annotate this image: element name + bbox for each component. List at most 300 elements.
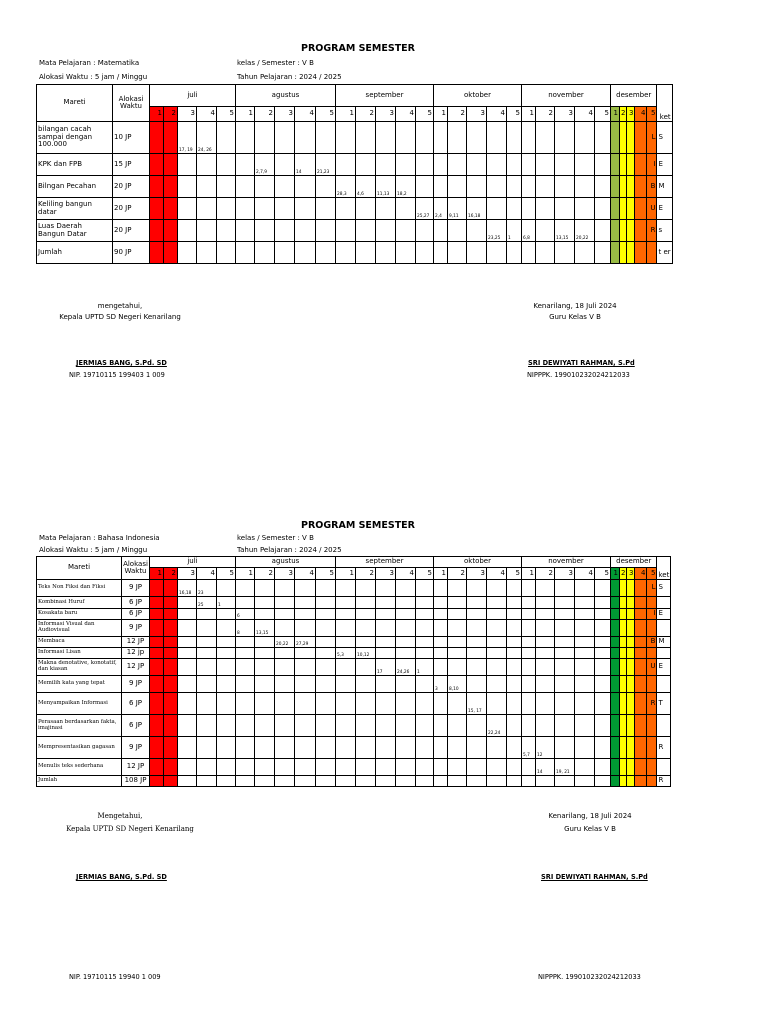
week-cell	[396, 220, 416, 242]
alokasi-cell: 90 JP	[113, 242, 150, 264]
schedule-date: 22,24	[487, 715, 507, 737]
week-cell	[275, 198, 295, 220]
materi-cell: Teks Non Fiksi dan Fiksi	[37, 580, 122, 597]
week-number: 4	[295, 107, 316, 122]
week-cell	[434, 580, 448, 597]
month-header: juli	[150, 557, 236, 568]
week-cell	[396, 676, 416, 693]
week-cell	[164, 220, 178, 242]
ket-cell: T	[657, 693, 671, 715]
week-cell	[536, 176, 555, 198]
week-number: 1	[236, 107, 255, 122]
week-cell	[522, 620, 536, 637]
week-cell	[448, 737, 467, 759]
week-cell	[316, 759, 336, 776]
week-cell	[595, 620, 611, 637]
week-cell	[316, 637, 336, 648]
week-cell	[275, 737, 295, 759]
schedule-date: 6,8	[522, 220, 536, 242]
week-cell	[275, 648, 295, 659]
week-cell	[316, 176, 336, 198]
week-cell	[555, 198, 575, 220]
doc2-nip-kepala: NIP. 19710115 19940 1 009	[69, 973, 161, 981]
ket-cell	[657, 759, 671, 776]
week-cell	[178, 637, 197, 648]
schedule-date: 28,3	[336, 176, 356, 198]
week-cell	[316, 737, 336, 759]
letter-cell	[647, 242, 657, 264]
schedule-date: 8,10	[448, 676, 467, 693]
alokasi-cell: 6 JP	[122, 715, 150, 737]
week-cell	[376, 637, 396, 648]
doc1-mapel: Mata Pelajaran : Matematika	[39, 59, 140, 67]
materi-cell: Menulis teks sederhana	[37, 759, 122, 776]
week-cell	[275, 715, 295, 737]
schedule-date: 1	[507, 220, 522, 242]
week-number: 2	[164, 568, 178, 580]
week-cell	[487, 122, 507, 154]
week-cell	[467, 648, 487, 659]
week-cell	[611, 659, 620, 676]
week-cell	[295, 122, 316, 154]
week-cell	[611, 242, 620, 264]
letter-cell	[647, 776, 657, 787]
week-cell	[522, 648, 536, 659]
ket-cell	[657, 620, 671, 637]
week-cell	[434, 737, 448, 759]
schedule-date: 1	[416, 659, 434, 676]
week-cell	[217, 220, 236, 242]
week-cell	[448, 648, 467, 659]
month-header: september	[336, 85, 434, 107]
letter-cell: I	[647, 154, 657, 176]
week-cell	[611, 693, 620, 715]
week-cell	[255, 759, 275, 776]
doc2-mengetahui: Mengetahui,	[97, 812, 143, 820]
materi-cell: Mempresentasikan gagasan	[37, 737, 122, 759]
week-cell	[356, 242, 376, 264]
week-cell	[396, 198, 416, 220]
week-cell	[635, 122, 647, 154]
table-row	[37, 620, 671, 637]
week-cell	[236, 637, 255, 648]
week-cell	[522, 122, 536, 154]
week-cell	[150, 759, 164, 776]
table-row	[37, 154, 673, 176]
week-cell	[416, 715, 434, 737]
schedule-date: 27,29	[295, 637, 316, 648]
week-cell	[150, 715, 164, 737]
week-number: 5	[595, 107, 611, 122]
ket-cell: M	[657, 637, 671, 648]
week-cell	[376, 198, 396, 220]
ket-cell: E	[657, 659, 671, 676]
week-cell	[217, 154, 236, 176]
week-cell	[507, 637, 522, 648]
doc1-nip-guru: NIPPPK. 199010232024212033	[527, 371, 630, 379]
week-cell	[236, 176, 255, 198]
week-cell	[255, 220, 275, 242]
week-number: 1	[336, 107, 356, 122]
ket-cell: R	[657, 776, 671, 787]
week-cell	[416, 776, 434, 787]
week-cell	[595, 737, 611, 759]
week-number: 3	[178, 107, 197, 122]
week-cell	[611, 620, 620, 637]
week-cell	[635, 648, 647, 659]
week-cell	[635, 154, 647, 176]
week-cell	[575, 637, 595, 648]
week-cell	[536, 242, 555, 264]
week-cell	[255, 659, 275, 676]
doc2-tahun: Tahun Pelajaran : 2024 / 2025	[237, 546, 342, 554]
week-cell	[150, 597, 164, 609]
week-cell	[150, 659, 164, 676]
schedule-date: 25,27	[416, 198, 434, 220]
doc2-guru: Guru Kelas V B	[564, 825, 616, 833]
week-cell	[555, 609, 575, 620]
ket-cell: M	[657, 176, 672, 198]
week-cell	[396, 242, 416, 264]
ket-cell: t er	[657, 242, 672, 264]
schedule-date: 5,7	[522, 737, 536, 759]
week-number: 1	[236, 568, 255, 580]
week-cell	[467, 637, 487, 648]
week-cell	[236, 648, 255, 659]
week-cell	[217, 242, 236, 264]
week-cell	[448, 122, 467, 154]
week-number: 5	[217, 568, 236, 580]
table-row	[37, 242, 673, 264]
week-cell	[150, 198, 164, 220]
letter-cell: L	[647, 122, 657, 154]
week-cell	[376, 715, 396, 737]
week-cell	[575, 176, 595, 198]
week-cell	[522, 759, 536, 776]
week-number: 3	[178, 568, 197, 580]
week-cell	[448, 693, 467, 715]
doc2-alokasi: Alokasi Waktu : 5 jam / Minggu	[39, 546, 148, 554]
week-cell	[217, 693, 236, 715]
week-cell	[635, 597, 647, 609]
doc2-tempat: Kenarilang, 18 Juli 2024	[548, 812, 632, 820]
week-cell	[376, 693, 396, 715]
week-cell	[336, 776, 356, 787]
week-cell	[236, 693, 255, 715]
alokasi-cell: 12 JP	[122, 759, 150, 776]
week-cell	[416, 597, 434, 609]
week-cell	[595, 609, 611, 620]
col-header-ket: ket	[657, 85, 672, 122]
week-cell	[295, 242, 316, 264]
week-cell	[522, 580, 536, 597]
week-cell	[164, 198, 178, 220]
week-cell	[611, 176, 620, 198]
week-cell	[236, 676, 255, 693]
materi-cell: Makna denotative, konotatif, dan kiasan	[37, 659, 122, 676]
week-cell	[595, 648, 611, 659]
week-number: 4	[197, 107, 217, 122]
doc1-guru: Guru Kelas V B	[549, 313, 601, 321]
materi-cell: Menyampaikan Informasi	[37, 693, 122, 715]
schedule-date: 2,7,9	[255, 154, 275, 176]
table-row	[37, 580, 671, 597]
materi-cell: Bilngan Pecahan	[37, 176, 113, 198]
week-cell	[316, 776, 336, 787]
ket-cell: R	[657, 737, 671, 759]
week-cell	[178, 659, 197, 676]
week-cell	[522, 154, 536, 176]
schedule-date: 17, 19	[178, 122, 197, 154]
week-cell	[507, 648, 522, 659]
week-number: 1	[434, 107, 448, 122]
week-cell	[150, 637, 164, 648]
week-cell	[316, 693, 336, 715]
schedule-date: 20,22	[575, 220, 595, 242]
week-cell	[178, 676, 197, 693]
week-cell	[620, 242, 627, 264]
ket-cell	[657, 676, 671, 693]
week-cell	[236, 659, 255, 676]
week-number: 4	[635, 568, 647, 580]
week-cell	[356, 609, 376, 620]
letter-cell: R	[647, 693, 657, 715]
week-cell	[356, 154, 376, 176]
week-number: 2	[164, 107, 178, 122]
week-cell	[467, 659, 487, 676]
schedule-date: 23,25	[487, 220, 507, 242]
doc2-nama-kepala: JERMIAS BANG, S.Pd. SD	[76, 873, 167, 881]
week-number: 4	[197, 568, 217, 580]
week-cell	[178, 737, 197, 759]
week-number: 2	[448, 568, 467, 580]
week-cell	[575, 776, 595, 787]
week-cell	[635, 609, 647, 620]
week-cell	[164, 648, 178, 659]
materi-cell: Memilih kata yang tepat	[37, 676, 122, 693]
week-cell	[467, 597, 487, 609]
week-cell	[295, 220, 316, 242]
doc1-title: PROGRAM SEMESTER	[301, 43, 415, 54]
week-cell	[595, 176, 611, 198]
week-cell	[275, 242, 295, 264]
week-cell	[376, 580, 396, 597]
table-row	[37, 693, 671, 715]
week-cell	[217, 176, 236, 198]
table-row	[37, 122, 673, 154]
week-cell	[316, 198, 336, 220]
month-header: november	[522, 85, 611, 107]
week-cell	[150, 609, 164, 620]
week-cell	[575, 659, 595, 676]
week-cell	[434, 715, 448, 737]
week-cell	[627, 609, 635, 620]
table-row	[37, 659, 671, 676]
week-cell	[217, 620, 236, 637]
week-cell	[487, 597, 507, 609]
week-cell	[416, 220, 434, 242]
week-cell	[575, 759, 595, 776]
week-cell	[448, 609, 467, 620]
week-number: 1	[522, 568, 536, 580]
doc2-mapel: Mata Pelajaran : Bahasa Indonesia	[39, 534, 160, 542]
week-cell	[197, 154, 217, 176]
week-cell	[611, 597, 620, 609]
week-cell	[434, 776, 448, 787]
week-cell	[611, 220, 620, 242]
week-cell	[164, 693, 178, 715]
week-cell	[295, 597, 316, 609]
week-number: 3	[627, 568, 635, 580]
week-cell	[336, 620, 356, 637]
schedule-date: 18,2	[396, 176, 416, 198]
week-cell	[376, 776, 396, 787]
week-cell	[316, 659, 336, 676]
week-cell	[164, 659, 178, 676]
week-cell	[178, 597, 197, 609]
doc1-alokasi: Alokasi Waktu : 5 jam / Minggu	[39, 73, 148, 81]
week-cell	[396, 693, 416, 715]
week-cell	[434, 609, 448, 620]
week-number: 1	[522, 107, 536, 122]
week-cell	[448, 620, 467, 637]
week-cell	[507, 176, 522, 198]
doc1-kelas: kelas / Semester : V B	[237, 59, 314, 67]
week-cell	[635, 620, 647, 637]
week-number: 4	[396, 568, 416, 580]
week-cell	[536, 648, 555, 659]
week-cell	[236, 759, 255, 776]
week-number: 1	[611, 107, 620, 122]
week-cell	[575, 737, 595, 759]
week-cell	[255, 676, 275, 693]
week-cell	[236, 580, 255, 597]
week-number: 5	[316, 107, 336, 122]
week-cell	[522, 176, 536, 198]
week-cell	[236, 242, 255, 264]
week-cell	[635, 176, 647, 198]
week-cell	[595, 637, 611, 648]
week-number: 3	[467, 568, 487, 580]
week-number: 3	[627, 107, 635, 122]
week-cell	[448, 580, 467, 597]
week-cell	[217, 637, 236, 648]
week-number: 5	[416, 107, 434, 122]
materi-cell: Jumlah	[37, 242, 113, 264]
week-cell	[595, 122, 611, 154]
week-cell	[164, 637, 178, 648]
week-cell	[595, 597, 611, 609]
doc1-tahun: Tahun Pelajaran : 2024 / 2025	[237, 73, 342, 81]
week-cell	[356, 693, 376, 715]
week-cell	[316, 242, 336, 264]
month-header: agustus	[236, 557, 336, 568]
week-cell	[467, 676, 487, 693]
week-cell	[336, 154, 356, 176]
week-cell	[536, 776, 555, 787]
week-cell	[376, 737, 396, 759]
week-cell	[434, 220, 448, 242]
week-cell	[197, 620, 217, 637]
week-cell	[595, 776, 611, 787]
table-row	[37, 198, 673, 220]
week-cell	[376, 759, 396, 776]
week-cell	[627, 242, 635, 264]
week-cell	[376, 122, 396, 154]
week-cell	[575, 693, 595, 715]
doc2-title: PROGRAM SEMESTER	[301, 520, 415, 531]
week-cell	[150, 154, 164, 176]
doc2-nip-guru: NIPPPK. 199010232024212033	[538, 973, 641, 981]
week-cell	[178, 759, 197, 776]
week-cell	[217, 676, 236, 693]
week-cell	[356, 637, 376, 648]
week-cell	[536, 597, 555, 609]
week-cell	[467, 220, 487, 242]
week-cell	[275, 176, 295, 198]
schedule-date: 10,12	[356, 648, 376, 659]
week-cell	[164, 176, 178, 198]
week-cell	[275, 122, 295, 154]
letter-cell: B	[647, 637, 657, 648]
week-cell	[536, 676, 555, 693]
week-number: 4	[295, 568, 316, 580]
week-cell	[507, 676, 522, 693]
week-cell	[178, 242, 197, 264]
week-cell	[396, 737, 416, 759]
col-header-mareti: Mareti	[37, 85, 113, 122]
week-cell	[448, 637, 467, 648]
materi-cell: Luas Daerah Bangun Datar	[37, 220, 113, 242]
week-cell	[150, 776, 164, 787]
week-cell	[595, 759, 611, 776]
materi-cell: KPK dan FPB	[37, 154, 113, 176]
week-cell	[255, 693, 275, 715]
week-cell	[316, 620, 336, 637]
week-number: 4	[396, 107, 416, 122]
table-row	[37, 737, 671, 759]
week-cell	[434, 620, 448, 637]
week-cell	[356, 580, 376, 597]
week-cell	[255, 176, 275, 198]
table-row	[37, 759, 671, 776]
week-cell	[467, 609, 487, 620]
week-cell	[635, 676, 647, 693]
week-cell	[295, 693, 316, 715]
week-cell	[396, 580, 416, 597]
alokasi-cell: 12 JP	[122, 637, 150, 648]
week-cell	[376, 609, 396, 620]
week-cell	[627, 122, 635, 154]
week-cell	[336, 122, 356, 154]
week-cell	[396, 637, 416, 648]
week-cell	[236, 154, 255, 176]
week-cell	[627, 776, 635, 787]
table-row	[37, 648, 671, 659]
week-cell	[150, 620, 164, 637]
week-cell	[555, 122, 575, 154]
week-cell	[197, 715, 217, 737]
week-cell	[611, 759, 620, 776]
week-cell	[635, 580, 647, 597]
week-cell	[575, 242, 595, 264]
week-cell	[467, 759, 487, 776]
week-cell	[536, 220, 555, 242]
alokasi-cell: 6 JP	[122, 609, 150, 620]
alokasi-cell: 20 JP	[113, 220, 150, 242]
doc2-kelas: kelas / Semester : V B	[237, 534, 314, 542]
week-cell	[295, 776, 316, 787]
